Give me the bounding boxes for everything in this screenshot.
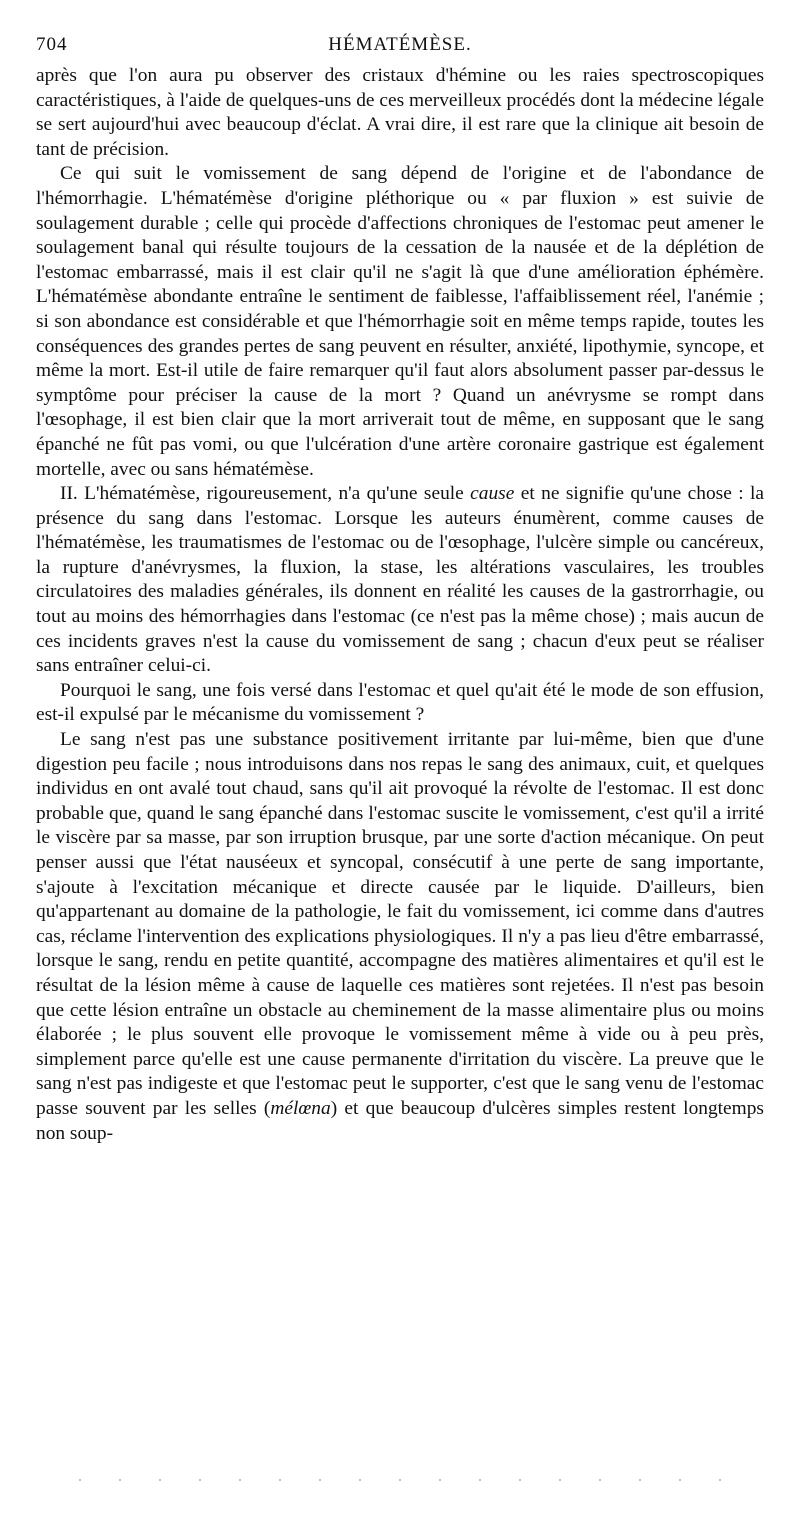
italic-melaena: mélœna xyxy=(270,1097,331,1119)
paragraph-3-text-after: et ne signifie qu'une chose : la présence du sang dans l'estomac. Lorsque les auteurs énumèrent, comme causes de l'hématémèse, les traumatismes de l'estomac ou de l'œsophage, l'ulcère simple ou cancéreux, la rupture d'anévrysmes, la fluxion, la stase, les altérations vasculaires, les troubles circulatoires des maladies générales, ils donnent en réalité les causes de la gastrorrhagie, ou tout au moins des hémorrhagies dans l'estomac (ce n'est pas la même chose) ; mais aucun de ces incidents graves n'est la cause du vomissement de sang ; chacun d'eux peut se réaliser sans entraîner celui-ci. xyxy=(36,483,765,677)
paragraph-2: Ce qui suit le vomissement de sang dépend de l'origine et de l'abondance de l'hémorrhagie. L'hématémèse d'origine pléthorique ou « par fluxion » est suivie de soulagement durable ; celle qui procède d'affections chroniques de l'estomac peut amener le soulagement banal qui résulte toujours de la cessation de la nausée et de la déplétion de l'estomac embarrassé, mais il est clair qu'il ne s'agit là que d'une amélioration éphémère. L'hématémèse abondante entraîne le sentiment de faiblesse, l'affaiblissement réel, l'anémie ; si son abondance est considérable et que l'hémorrhagie soit en même temps rapide, toutes les conséquences des grandes pertes de sang peuvent en résulter, anxiété, lipothymie, syncope, et même la mort. Est-il utile de faire remarquer qu'il faut alors absolument passer par-dessus le symptôme pour préciser la cause de la mort ? Quand un anévrysme se rompt dans l'œsophage, il est bien clair que la mort arriverait tout de même, en supposant que le sang épanché ne fût pas vomi, ou que l'ulcération d'une artère coronaire gastrique est également mortelle, avec ou sans hématémèse. xyxy=(36,163,764,480)
body-text xyxy=(36,64,764,1146)
running-title: HÉMATÉMÈSE. xyxy=(328,34,472,55)
document-page xyxy=(36,34,764,1146)
paragraph-1: après que l'on aura pu observer des cristaux d'hémine ou les raies spectroscopiques caractéristiques, à l'aide de quelques-uns de ces merveilleux procédés dont la médecine légale se sert aujourd'hui avec beaucoup d'éclat. A vrai dire, il est rare que la clinique ait besoin de tant de précision. xyxy=(36,65,764,160)
paragraph-5 xyxy=(36,728,764,1146)
paragraph-4: Pourquoi le sang, une fois versé dans l'estomac et quel qu'ait été le mode de son effusion, est-il expulsé par le mécanisme du vomissement ? xyxy=(36,679,764,726)
paragraph-3-text-before: II. L'hématémèse, rigoureusement, n'a qu'une seule xyxy=(60,483,471,505)
italic-cause: cause xyxy=(470,483,515,505)
paragraph-5-text-after: ) et que beaucoup d'ulcères simples restent longtemps non soup- xyxy=(36,1097,764,1144)
page-number: 704 xyxy=(36,34,68,55)
page-header xyxy=(36,34,764,60)
paragraph-5-text-before: Le sang n'est pas une substance positivement irritante par lui-même, bien que d'une digestion peu facile ; nous introduisons dans nos repas le sang des animaux, cuit, et quelques individus en ont avalé tout chaud, sans qu'il ait provoqué la révolte de l'estomac. Il est donc probable que, quand le sang épanché dans l'estomac suscite le vomissement, c'est qu'il a irrité le viscère par sa masse, par son irruption brusque, par une sorte d'action mécanique. On peut penser aussi que l'état nauséeux et syncopal, consécutif à une perte de sang importante, s'ajoute à l'excitation mécanique et directe causée par le liquide. D'ailleurs, bien qu'appartenant au domaine de la pathologie, le fait du vomissement, ici comme dans d'autres cas, réclame l'intervention des explications physiologiques. Il n'y a pas lieu d'être embarrassé, lorsque le sang, rendu en petite quantité, accompagne des matières alimentaires et qu'il est le résultat de la lésion même à cause de laquelle ces matières sont rejetées. Il n'est pas besoin que cette lésion entraîne un obstacle au cheminement de la masse alimentaire plus ou moins élaborée ; le plus souvent elle provoque le vomissement même à vide ou à peu près, simplement parce qu'elle est une cause permanente d'irritation du viscère. La preuve que le sang n'est pas indigeste et que l'estomac peut le supporter, c'est que le sang venu de l'estomac passe souvent par les selles ( xyxy=(36,729,764,1119)
paragraph-3 xyxy=(36,482,764,679)
bleed-through-marks xyxy=(60,1478,740,1482)
